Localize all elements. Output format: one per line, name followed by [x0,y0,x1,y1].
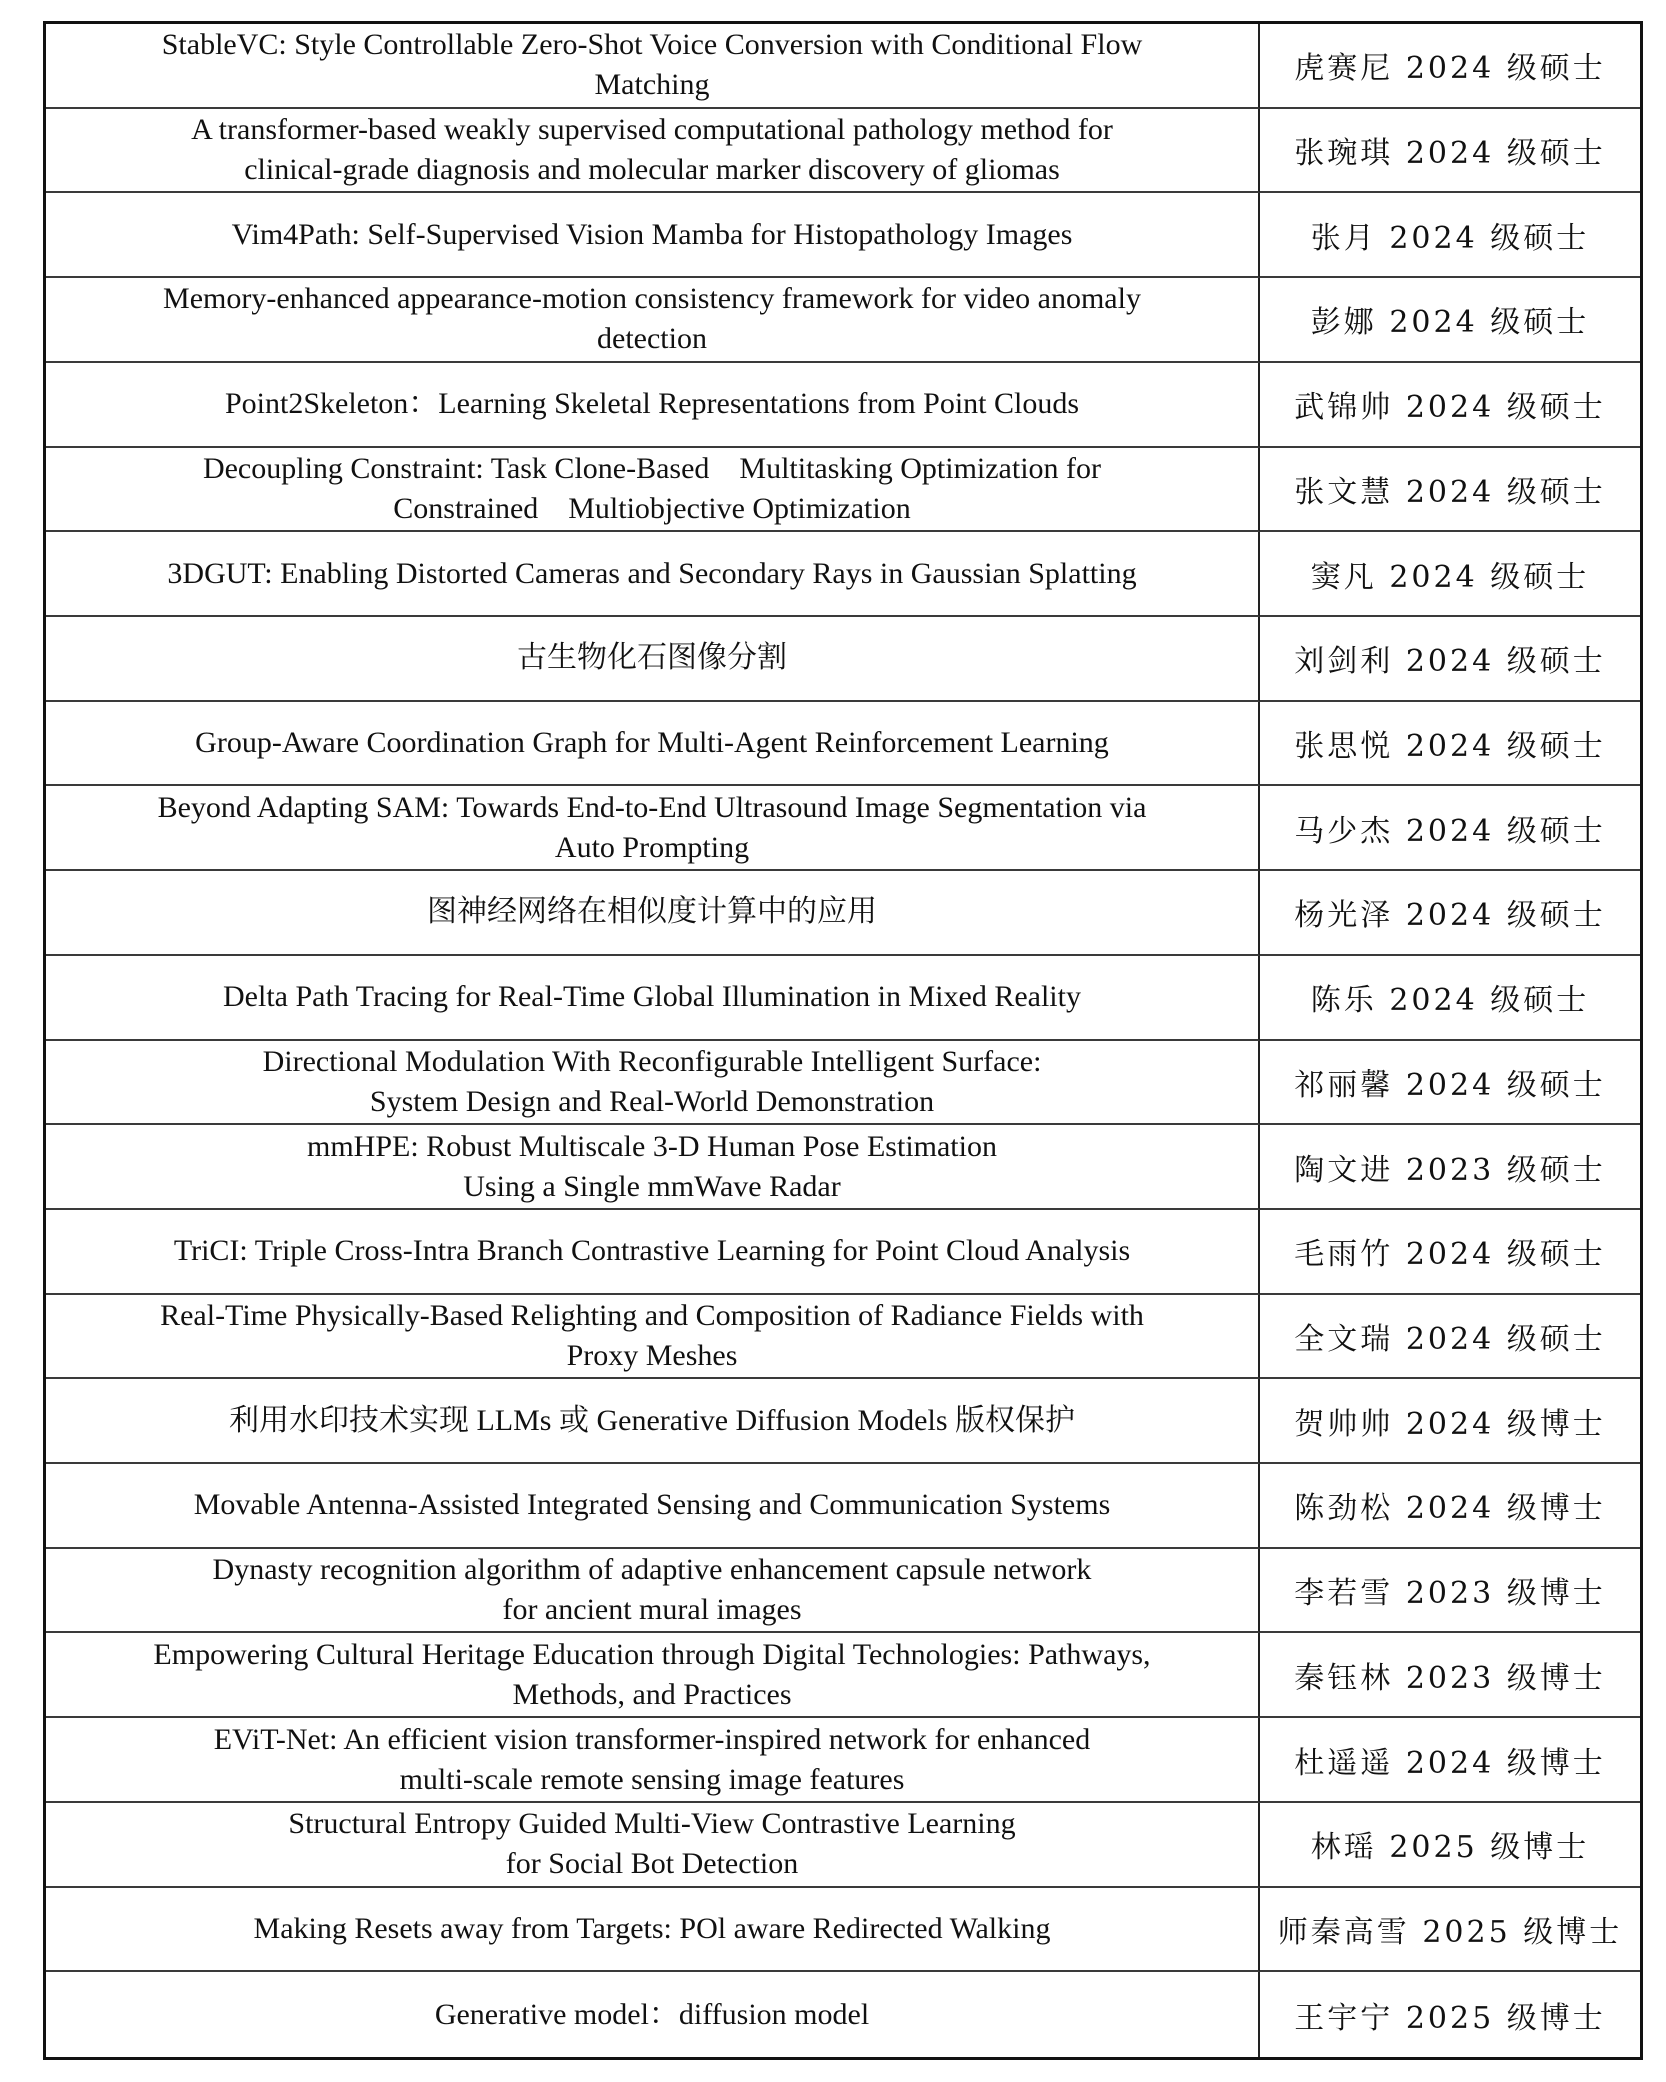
student-cell: 窦凡 2024 级硕士 [1260,532,1640,617]
student-cell: 毛雨竹 2024 级硕士 [1260,1210,1640,1295]
student-cell: 陈乐 2024 级硕士 [1260,956,1640,1041]
student-cell: 刘剑利 2024 级硕士 [1260,617,1640,702]
paper-title-cell: Structural Entropy Guided Multi-View Contrastive Learning for Social Bot Detection [46,1803,1260,1888]
student-cell: 全文瑞 2024 级硕士 [1260,1295,1640,1380]
paper-title-cell: Vim4Path: Self-Supervised Vision Mamba for Histopathology Images [46,193,1260,278]
student-cell: 秦钰林 2023 级博士 [1260,1633,1640,1718]
student-cell: 张月 2024 级硕士 [1260,193,1640,278]
paper-title-cell: Generative model：diffusion model [46,1972,1260,2057]
student-cell: 张琬琪 2024 级硕士 [1260,109,1640,194]
student-cell: 马少杰 2024 级硕士 [1260,786,1640,871]
paper-title-cell: mmHPE: Robust Multiscale 3-D Human Pose Estimation Using a Single mmWave Radar [46,1125,1260,1210]
paper-title-cell: Beyond Adapting SAM: Towards End-to-End Ultrasound Image Segmentation via Auto Prompting [46,786,1260,871]
paper-title-cell: 古生物化石图像分割 [46,617,1260,702]
paper-title-cell: Delta Path Tracing for Real-Time Global Illumination in Mixed Reality [46,956,1260,1041]
student-cell: 陶文进 2023 级硕士 [1260,1125,1640,1210]
student-cell: 张思悦 2024 级硕士 [1260,702,1640,787]
student-cell: 彭娜 2024 级硕士 [1260,278,1640,363]
paper-title-cell: StableVC: Style Controllable Zero-Shot Voice Conversion with Conditional Flow Matching [46,24,1260,109]
student-cell: 杨光泽 2024 级硕士 [1260,871,1640,956]
paper-title-cell: Directional Modulation With Reconfigurable Intelligent Surface: System Design and Real-World Demonstration [46,1041,1260,1126]
student-cell: 李若雪 2023 级博士 [1260,1549,1640,1634]
paper-title-cell: 利用水印技术实现 LLMs 或 Generative Diffusion Models 版权保护 [46,1379,1260,1464]
student-cell: 师秦高雪 2025 级博士 [1260,1888,1640,1973]
paper-title-cell: Dynasty recognition algorithm of adaptive enhancement capsule network for ancient mural images [46,1549,1260,1634]
paper-title-cell: Empowering Cultural Heritage Education through Digital Technologies: Pathways, Methods, and Practices [46,1633,1260,1718]
student-cell: 陈劲松 2024 级博士 [1260,1464,1640,1549]
student-cell: 张文慧 2024 级硕士 [1260,448,1640,533]
paper-title-cell: EViT-Net: An efficient vision transformer-inspired network for enhanced multi-scale remote sensing image features [46,1718,1260,1803]
paper-title-cell: Memory-enhanced appearance-motion consistency framework for video anomaly detection [46,278,1260,363]
student-cell: 王宇宁 2025 级博士 [1294,2000,1606,2036]
paper-title-cell: Real-Time Physically-Based Relighting and Composition of Radiance Fields with Proxy Meshes [46,1295,1260,1380]
student-cell: 虎赛尼 2024 级硕士 [1260,24,1640,109]
student-cell: 贺帅帅 2024 级博士 [1260,1379,1640,1464]
paper-title-cell: Group-Aware Coordination Graph for Multi-Agent Reinforcement Learning [46,702,1260,787]
paper-title-cell: Decoupling Constraint: Task Clone-Based Multitasking Optimization for Constrained Multiobjective Optimization [46,448,1260,533]
paper-title-cell: A transformer-based weakly supervised computational pathology method for clinical-grade diagnosis and molecular marker discovery of gliomas [46,109,1260,194]
paper-title-cell: Making Resets away from Targets: POl aware Redirected Walking [46,1888,1260,1973]
student-cell: 祁丽馨 2024 级硕士 [1260,1041,1640,1126]
student-cell: 武锦帅 2024 级硕士 [1260,363,1640,448]
paper-table [43,21,1643,2060]
paper-title-cell: 3DGUT: Enabling Distorted Cameras and Secondary Rays in Gaussian Splatting [46,532,1260,617]
paper-title-cell: Movable Antenna-Assisted Integrated Sensing and Communication Systems [46,1464,1260,1549]
student-cell: 杜遥遥 2024 级博士 [1260,1718,1640,1803]
student-cell: 林瑶 2025 级博士 [1260,1803,1640,1888]
paper-title-cell: Point2Skeleton：Learning Skeletal Representations from Point Clouds [46,363,1260,448]
paper-title-cell: TriCI: Triple Cross-Intra Branch Contrastive Learning for Point Cloud Analysis [46,1210,1260,1295]
paper-title-cell: 图神经网络在相似度计算中的应用 [46,871,1260,956]
